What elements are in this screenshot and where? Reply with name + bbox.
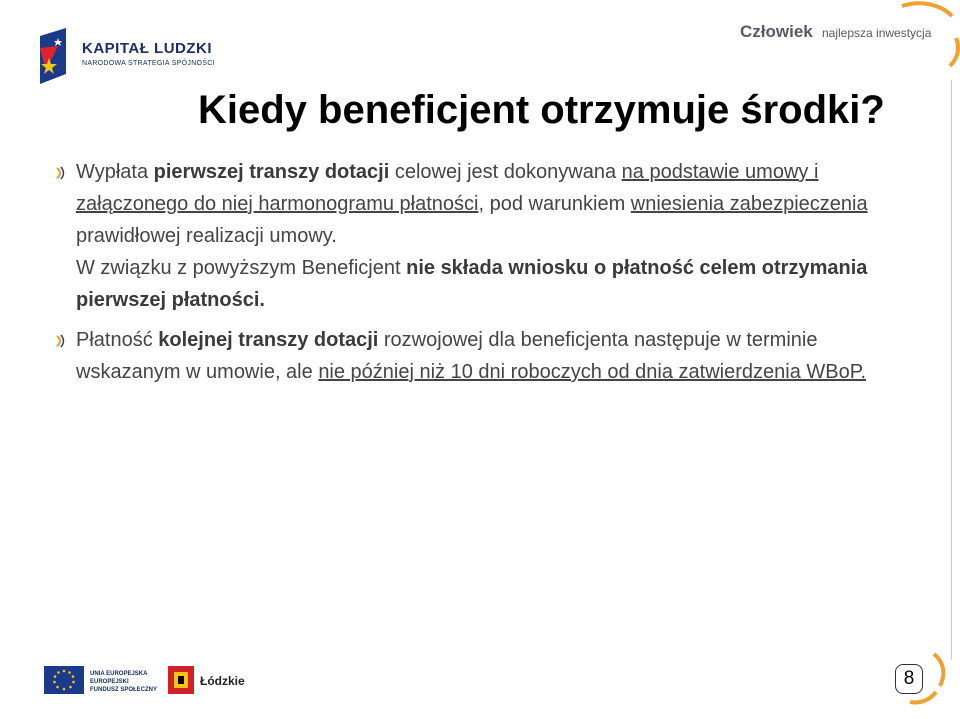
kapital-ludzki-emblem-icon xyxy=(36,28,72,88)
right-border-line xyxy=(951,80,952,660)
bullet-2-seg-0: Płatność xyxy=(76,329,159,351)
eu-line-2: EUROPEJSKI xyxy=(90,679,129,685)
czlowiek-logo-subtitle: najlepsza inwestycja xyxy=(822,26,932,40)
bullet-2-seg-1: kolejnej transzy dotacji xyxy=(158,329,379,351)
bullet-1-cont-0: W związku z powyższym Beneficjent xyxy=(76,257,407,279)
eu-flag-icon xyxy=(44,666,84,694)
kapital-ludzki-logo xyxy=(36,28,236,92)
bullet-1-seg-1: pierwszej transzy dotacji xyxy=(153,161,390,183)
page-number: 8 xyxy=(895,664,923,694)
bullet-2-seg-3: nie później niż 10 dni roboczych od dnia zatwierdzenia WBoP. xyxy=(318,361,867,383)
slide-title: Kiedy beneficjent otrzymuje środki? xyxy=(198,88,885,132)
decorative-arc-top-icon xyxy=(900,0,960,80)
bullet-2-text xyxy=(76,324,886,388)
eu-line-1: UNIA EUROPEJSKA xyxy=(90,671,148,677)
bullet-2-seg-2: rozwojowej dla beneficjenta następuje w terminie wskazanym w umowie, ale xyxy=(76,329,818,383)
lodzkie-label: Łódzkie xyxy=(200,674,245,688)
kapital-ludzki-title: KAPITAŁ LUDZKI xyxy=(82,40,213,57)
bullet-swirl-icon xyxy=(54,166,66,180)
bullet-1-seg-5: wniesienia zabezpieczenia xyxy=(630,193,868,215)
eu-logo xyxy=(44,666,184,696)
bullet-1-text xyxy=(76,156,886,316)
bullet-1-seg-0: Wypłata xyxy=(76,161,154,183)
bullet-1-seg-6: prawidłowej realizacji umowy. xyxy=(76,225,337,247)
bullet-1-cont-1: nie składa wniosku o płatność celem otrzymania pierwszej płatności. xyxy=(76,257,868,311)
bullet-swirl-icon xyxy=(54,334,66,348)
bullet-1-seg-3: na podstawie umowy i załączonego do niej harmonogramu płatności xyxy=(76,161,819,215)
eu-line-3: FUNDUSZ SPOŁECZNY xyxy=(90,687,158,693)
bullet-1-seg-4: , pod warunkiem xyxy=(478,193,631,215)
lodzkie-emblem-icon xyxy=(168,666,194,694)
kapital-ludzki-subtitle: NARODOWA STRATEGIA SPÓJNOŚCI xyxy=(82,60,215,67)
bullet-1-seg-2: celowej jest dokonywana xyxy=(389,161,622,183)
czlowiek-logo-title: Człowiek xyxy=(740,22,813,41)
lodzkie-logo xyxy=(168,666,258,696)
